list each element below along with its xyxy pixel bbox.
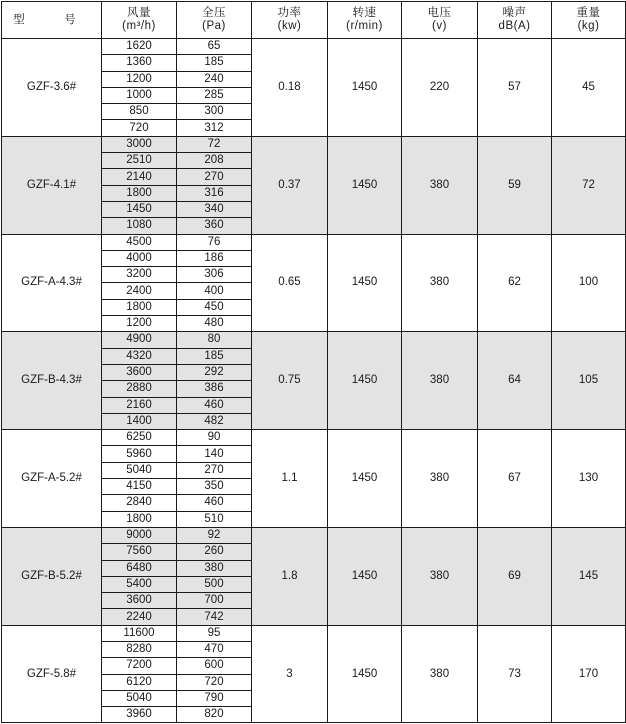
pressure-cell: 90	[177, 430, 252, 446]
airflow-cell: 1450	[102, 201, 177, 217]
table-row	[2, 430, 626, 446]
table-row	[2, 332, 626, 348]
weight-cell: 72	[552, 136, 626, 234]
speed-cell: 1450	[328, 234, 402, 332]
airflow-cell: 2240	[102, 609, 177, 625]
model-cell: GZF-3.6#	[2, 39, 102, 137]
spec-body	[2, 39, 626, 723]
voltage-cell: 220	[402, 39, 478, 137]
pressure-cell: 208	[177, 153, 252, 169]
pressure-cell: 340	[177, 201, 252, 217]
airflow-cell: 1800	[102, 185, 177, 201]
airflow-cell: 1200	[102, 71, 177, 87]
airflow-cell: 3600	[102, 593, 177, 609]
pressure-cell: 460	[177, 495, 252, 511]
pressure-cell: 300	[177, 104, 252, 120]
pressure-cell: 700	[177, 593, 252, 609]
airflow-cell: 1200	[102, 316, 177, 332]
fan-spec-table	[1, 1, 626, 723]
pressure-cell: 460	[177, 397, 252, 413]
header-pressure: 全压 (Pa)	[177, 2, 252, 39]
airflow-cell: 6250	[102, 430, 177, 446]
airflow-cell: 4000	[102, 250, 177, 266]
pressure-cell: 95	[177, 625, 252, 641]
airflow-cell: 2400	[102, 283, 177, 299]
pressure-cell: 185	[177, 55, 252, 71]
pressure-cell: 186	[177, 250, 252, 266]
speed-cell: 1450	[328, 527, 402, 625]
airflow-cell: 4900	[102, 332, 177, 348]
pressure-cell: 480	[177, 316, 252, 332]
pressure-cell: 316	[177, 185, 252, 201]
header-speed: 转速 (r/min)	[328, 2, 402, 39]
airflow-cell: 5040	[102, 462, 177, 478]
table-row	[2, 39, 626, 55]
table-row	[2, 625, 626, 641]
header-model: 型 号	[2, 2, 102, 39]
header-weight: 重量 (kg)	[552, 2, 626, 39]
airflow-cell: 1080	[102, 218, 177, 234]
airflow-cell: 1800	[102, 299, 177, 315]
airflow-cell: 7200	[102, 658, 177, 674]
noise-cell: 62	[478, 234, 552, 332]
model-cell: GZF-5.8#	[2, 625, 102, 723]
speed-cell: 1450	[328, 430, 402, 528]
noise-cell: 69	[478, 527, 552, 625]
pressure-cell: 92	[177, 527, 252, 543]
noise-cell: 59	[478, 136, 552, 234]
airflow-cell: 1800	[102, 511, 177, 527]
speed-cell: 1450	[328, 625, 402, 723]
model-cell: GZF-B-4.3#	[2, 332, 102, 430]
power-cell: 1.8	[252, 527, 328, 625]
airflow-cell: 2880	[102, 381, 177, 397]
airflow-cell: 9000	[102, 527, 177, 543]
voltage-cell: 380	[402, 332, 478, 430]
pressure-cell: 450	[177, 299, 252, 315]
voltage-cell: 380	[402, 527, 478, 625]
noise-cell: 73	[478, 625, 552, 723]
pressure-cell: 380	[177, 560, 252, 576]
header-noise: 噪声 dB(A)	[478, 2, 552, 39]
weight-cell: 130	[552, 430, 626, 528]
airflow-cell: 7560	[102, 544, 177, 560]
voltage-cell: 380	[402, 625, 478, 723]
power-cell: 0.75	[252, 332, 328, 430]
pressure-cell: 350	[177, 479, 252, 495]
pressure-cell: 285	[177, 87, 252, 103]
pressure-cell: 820	[177, 707, 252, 723]
pressure-cell: 360	[177, 218, 252, 234]
pressure-cell: 140	[177, 446, 252, 462]
airflow-cell: 1000	[102, 87, 177, 103]
pressure-cell: 306	[177, 267, 252, 283]
airflow-cell: 5040	[102, 690, 177, 706]
pressure-cell: 400	[177, 283, 252, 299]
voltage-cell: 380	[402, 136, 478, 234]
pressure-cell: 510	[177, 511, 252, 527]
airflow-cell: 850	[102, 104, 177, 120]
model-cell: GZF-4.1#	[2, 136, 102, 234]
airflow-cell: 4320	[102, 348, 177, 364]
pressure-cell: 470	[177, 641, 252, 657]
table-row	[2, 234, 626, 250]
weight-cell: 145	[552, 527, 626, 625]
voltage-cell: 380	[402, 430, 478, 528]
pressure-cell: 65	[177, 39, 252, 55]
model-cell: GZF-A-4.3#	[2, 234, 102, 332]
airflow-cell: 5960	[102, 446, 177, 462]
airflow-cell: 3960	[102, 707, 177, 723]
pressure-cell: 386	[177, 381, 252, 397]
header-power: 功率 (kw)	[252, 2, 328, 39]
model-cell: GZF-A-5.2#	[2, 430, 102, 528]
power-cell: 1.1	[252, 430, 328, 528]
pressure-cell: 482	[177, 413, 252, 429]
pressure-cell: 292	[177, 364, 252, 380]
airflow-cell: 6120	[102, 674, 177, 690]
speed-cell: 1450	[328, 136, 402, 234]
airflow-cell: 6480	[102, 560, 177, 576]
header-row	[2, 2, 626, 39]
noise-cell: 64	[478, 332, 552, 430]
pressure-cell: 790	[177, 690, 252, 706]
airflow-cell: 8280	[102, 641, 177, 657]
pressure-cell: 185	[177, 348, 252, 364]
airflow-cell: 5400	[102, 576, 177, 592]
power-cell: 0.18	[252, 39, 328, 137]
pressure-cell: 72	[177, 136, 252, 152]
airflow-cell: 1360	[102, 55, 177, 71]
airflow-cell: 3000	[102, 136, 177, 152]
pressure-cell: 270	[177, 169, 252, 185]
airflow-cell: 4150	[102, 479, 177, 495]
weight-cell: 100	[552, 234, 626, 332]
airflow-cell: 2510	[102, 153, 177, 169]
pressure-cell: 312	[177, 120, 252, 136]
airflow-cell: 2140	[102, 169, 177, 185]
pressure-cell: 600	[177, 658, 252, 674]
pressure-cell: 80	[177, 332, 252, 348]
header-voltage: 电压 (v)	[402, 2, 478, 39]
airflow-cell: 2840	[102, 495, 177, 511]
airflow-cell: 720	[102, 120, 177, 136]
noise-cell: 57	[478, 39, 552, 137]
airflow-cell: 3600	[102, 364, 177, 380]
model-cell: GZF-B-5.2#	[2, 527, 102, 625]
weight-cell: 170	[552, 625, 626, 723]
table-row	[2, 136, 626, 152]
weight-cell: 45	[552, 39, 626, 137]
pressure-cell: 76	[177, 234, 252, 250]
table-row	[2, 527, 626, 543]
power-cell: 0.37	[252, 136, 328, 234]
header-airflow: 风量 (m³/h)	[102, 2, 177, 39]
pressure-cell: 240	[177, 71, 252, 87]
pressure-cell: 260	[177, 544, 252, 560]
airflow-cell: 11600	[102, 625, 177, 641]
airflow-cell: 1400	[102, 413, 177, 429]
power-cell: 0.65	[252, 234, 328, 332]
pressure-cell: 500	[177, 576, 252, 592]
speed-cell: 1450	[328, 332, 402, 430]
noise-cell: 67	[478, 430, 552, 528]
pressure-cell: 720	[177, 674, 252, 690]
power-cell: 3	[252, 625, 328, 723]
airflow-cell: 2160	[102, 397, 177, 413]
weight-cell: 105	[552, 332, 626, 430]
airflow-cell: 1620	[102, 39, 177, 55]
airflow-cell: 4500	[102, 234, 177, 250]
airflow-cell: 3200	[102, 267, 177, 283]
pressure-cell: 270	[177, 462, 252, 478]
speed-cell: 1450	[328, 39, 402, 137]
voltage-cell: 380	[402, 234, 478, 332]
pressure-cell: 742	[177, 609, 252, 625]
